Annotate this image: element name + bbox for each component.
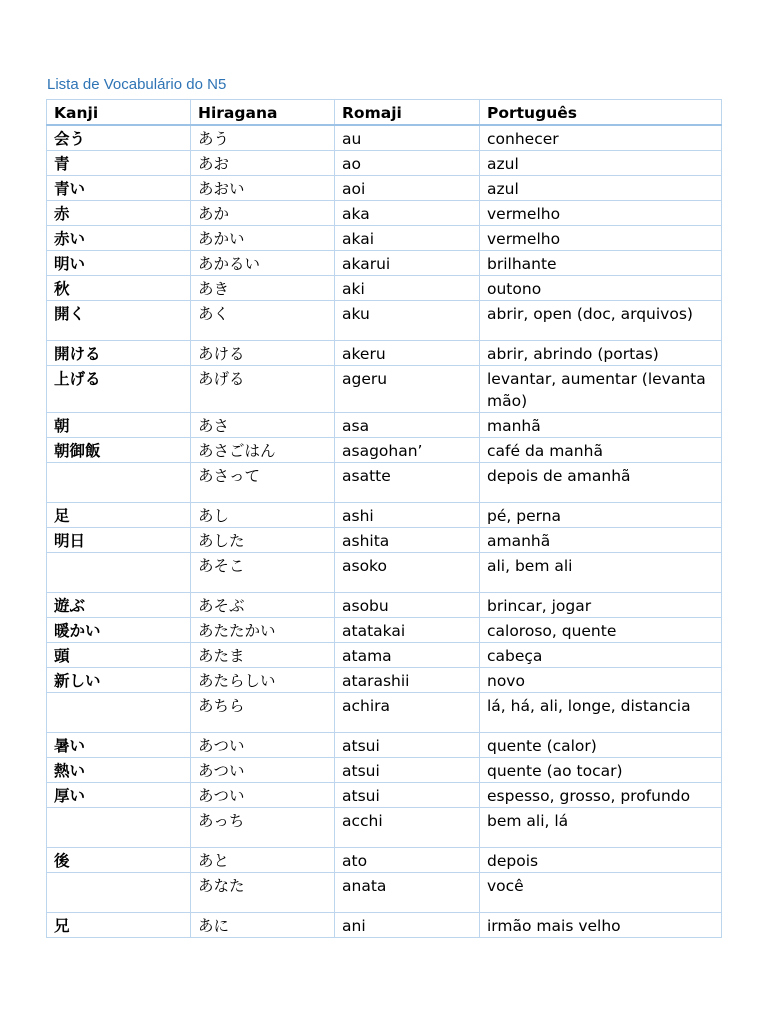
hiragana-cell: あげる [191,366,335,413]
table-row [47,151,722,176]
kanji-cell: 厚い [47,783,191,808]
kanji-cell [47,553,191,593]
portugues-cell: amanhã [480,528,722,553]
table-row [47,201,722,226]
hiragana-cell: あおい [191,176,335,201]
portugues-cell: brincar, jogar [480,593,722,618]
portugues-cell: café da manhã [480,438,722,463]
hiragana-cell: あたま [191,643,335,668]
table-row [47,618,722,643]
table-row [47,553,722,593]
table-row [47,668,722,693]
hiragana-cell: あたたかい [191,618,335,643]
romaji-cell: asatte [335,463,480,503]
kanji-cell: 熱い [47,758,191,783]
table-row [47,438,722,463]
portugues-cell: caloroso, quente [480,618,722,643]
portugues-cell: conhecer [480,125,722,151]
romaji-cell: asa [335,413,480,438]
hiragana-cell: あく [191,301,335,341]
table-row [47,176,722,201]
document-title: Lista de Vocabulário do N5 [47,76,227,93]
kanji-cell: 青 [47,151,191,176]
table-row [47,733,722,758]
kanji-cell: 会う [47,125,191,151]
romaji-cell: ashita [335,528,480,553]
romaji-cell: aoi [335,176,480,201]
table-row [47,125,722,151]
portugues-cell: depois de amanhã [480,463,722,503]
table-row [47,693,722,733]
romaji-cell: ato [335,848,480,873]
kanji-cell: 明い [47,251,191,276]
kanji-cell: 明日 [47,528,191,553]
portugues-cell: ali, bem ali [480,553,722,593]
kanji-cell: 開ける [47,341,191,366]
hiragana-cell: あと [191,848,335,873]
kanji-cell: 遊ぶ [47,593,191,618]
table-row [47,593,722,618]
hiragana-cell: あか [191,201,335,226]
table-row [47,341,722,366]
hiragana-cell: あそこ [191,553,335,593]
table-row [47,301,722,341]
portugues-cell: azul [480,176,722,201]
hiragana-cell: あつい [191,758,335,783]
hiragana-cell: あお [191,151,335,176]
hiragana-cell: あに [191,913,335,938]
romaji-cell: atarashii [335,668,480,693]
romaji-cell: acchi [335,808,480,848]
romaji-cell: atsui [335,733,480,758]
romaji-cell: ani [335,913,480,938]
portugues-cell: brilhante [480,251,722,276]
hiragana-cell: あさ [191,413,335,438]
table-row [47,808,722,848]
portugues-cell: quente (ao tocar) [480,758,722,783]
table-row [47,758,722,783]
column-header-portugues: Português [480,100,722,126]
hiragana-cell: あき [191,276,335,301]
portugues-cell: vermelho [480,201,722,226]
hiragana-cell: あかい [191,226,335,251]
column-header-kanji: Kanji [47,100,191,126]
romaji-cell: asoko [335,553,480,593]
portugues-cell: outono [480,276,722,301]
portugues-cell: azul [480,151,722,176]
table-row [47,848,722,873]
romaji-cell: akeru [335,341,480,366]
kanji-cell: 秋 [47,276,191,301]
romaji-cell: ageru [335,366,480,413]
romaji-cell: aku [335,301,480,341]
hiragana-cell: あした [191,528,335,553]
romaji-cell: achira [335,693,480,733]
kanji-cell [47,693,191,733]
table-row [47,276,722,301]
romaji-cell: aka [335,201,480,226]
romaji-cell: atsui [335,758,480,783]
portugues-cell: abrir, abrindo (portas) [480,341,722,366]
kanji-cell: 開く [47,301,191,341]
column-header-romaji: Romaji [335,100,480,126]
kanji-cell: 赤い [47,226,191,251]
kanji-cell: 新しい [47,668,191,693]
table-row [47,643,722,668]
kanji-cell: 暑い [47,733,191,758]
column-header-hiragana: Hiragana [191,100,335,126]
portugues-cell: pé, perna [480,503,722,528]
kanji-cell: 兄 [47,913,191,938]
romaji-cell: aki [335,276,480,301]
portugues-cell: bem ali, lá [480,808,722,848]
kanji-cell: 上げる [47,366,191,413]
portugues-cell: quente (calor) [480,733,722,758]
hiragana-cell: あし [191,503,335,528]
hiragana-cell: あそぶ [191,593,335,618]
kanji-cell: 青い [47,176,191,201]
romaji-cell: au [335,125,480,151]
portugues-cell: levantar, aumentar (levanta mão) [480,366,722,413]
romaji-cell: akarui [335,251,480,276]
romaji-cell: atsui [335,783,480,808]
hiragana-cell: あける [191,341,335,366]
portugues-cell: irmão mais velho [480,913,722,938]
vocabulary-table [46,99,722,938]
table-row [47,528,722,553]
table-row [47,463,722,503]
table-row [47,226,722,251]
kanji-cell: 朝御飯 [47,438,191,463]
romaji-cell: ao [335,151,480,176]
portugues-cell: novo [480,668,722,693]
hiragana-cell: あさごはん [191,438,335,463]
kanji-cell [47,873,191,913]
kanji-cell: 赤 [47,201,191,226]
hiragana-cell: あなた [191,873,335,913]
table-row [47,783,722,808]
hiragana-cell: あつい [191,783,335,808]
portugues-cell: manhã [480,413,722,438]
kanji-cell: 朝 [47,413,191,438]
kanji-cell: 暖かい [47,618,191,643]
portugues-cell: você [480,873,722,913]
table-header-row [47,100,722,126]
hiragana-cell: あたらしい [191,668,335,693]
table-row [47,366,722,413]
romaji-cell: asobu [335,593,480,618]
romaji-cell: asagohan’ [335,438,480,463]
hiragana-cell: あっち [191,808,335,848]
table-row [47,873,722,913]
portugues-cell: lá, há, ali, longe, distancia [480,693,722,733]
table-row [47,913,722,938]
table-body [47,125,722,938]
kanji-cell: 頭 [47,643,191,668]
table-row [47,413,722,438]
table-row [47,503,722,528]
portugues-cell: abrir, open (doc, arquivos) [480,301,722,341]
hiragana-cell: あう [191,125,335,151]
hiragana-cell: あちら [191,693,335,733]
kanji-cell: 後 [47,848,191,873]
hiragana-cell: あつい [191,733,335,758]
hiragana-cell: あかるい [191,251,335,276]
romaji-cell: ashi [335,503,480,528]
romaji-cell: atatakai [335,618,480,643]
romaji-cell: atama [335,643,480,668]
romaji-cell: akai [335,226,480,251]
kanji-cell [47,463,191,503]
kanji-cell: 足 [47,503,191,528]
portugues-cell: cabeça [480,643,722,668]
hiragana-cell: あさって [191,463,335,503]
table-row [47,251,722,276]
portugues-cell: vermelho [480,226,722,251]
portugues-cell: espesso, grosso, profundo [480,783,722,808]
romaji-cell: anata [335,873,480,913]
portugues-cell: depois [480,848,722,873]
kanji-cell [47,808,191,848]
